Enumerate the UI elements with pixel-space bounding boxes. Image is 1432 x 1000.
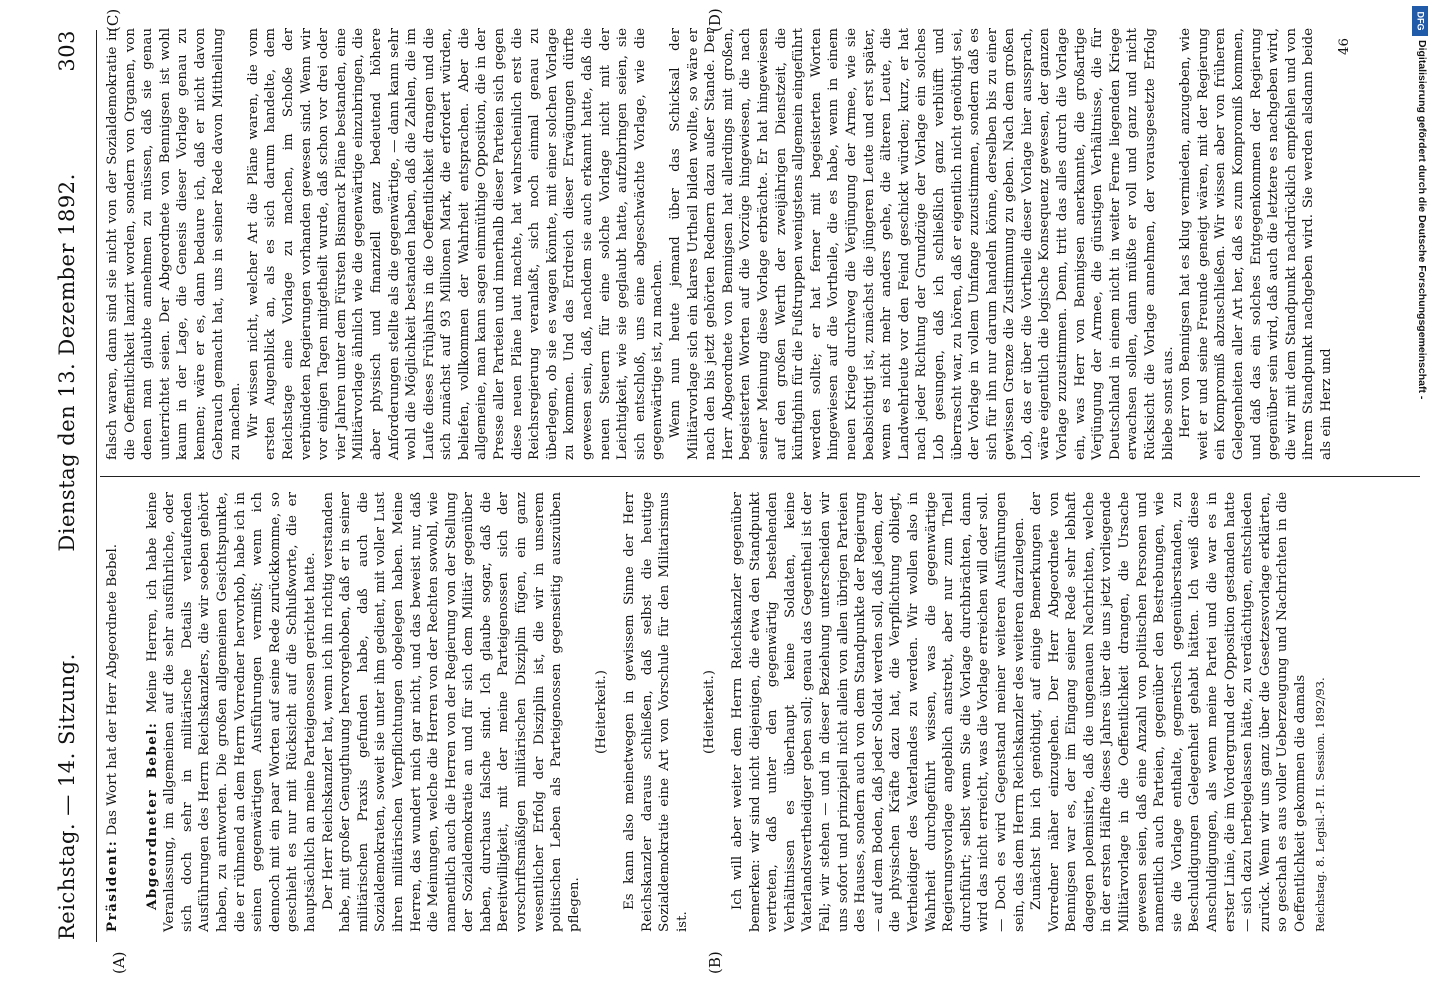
running-head: [55, 30, 91, 940]
speech-paragraph: Zunächst bin ich genöthigt, auf einige Bemerkungen der Vorredner näher einzugehen. Der Herr Abgeordnete von Bennigsen war es, der im Eingang seiner Rede sehr lebhaft dagegen polemisirte, daß die ungenauen Nachrichten, welche in der ersten Hälfte dieses Jahres über die uns jetzt vorliegende Militärvorlage in die Oeffentlichkeit drangen, die Ursache gewesen seien, daß eine Anzahl von politischen Personen und namentlich auch Parteien, gegenüber den Bestrebungen, wie sie die Vorlage enthalte, gegnerisch gegenüberstanden, zu Beschuldigungen Gelegenheit gehabt hätten. Ich weiß diese Anschuldigungen, als wenn meine Partei und die war es in erster Linie, die im Vordergrund der Opposition gestanden hatte — sich dazu herbeigelassen hätte, zu verdächtigen, entschieden zurück. Wenn wir uns ganz über die Gesetzesvorlage erklärten, so geschah es aus voller Ueberzeugung und Nachrichten in die Oeffentlichkeit gekommen die damals: [1029, 492, 1308, 932]
speech-paragraph: Der Herr Reichskanzler hat, wenn ich ihn richtig verstanden habe, mit großer Genugthuung hervorgehoben, daß er in seiner militärischen Praxis gefunden habe, daß auch die Sozialdemokraten, soweit sie unter ihm gedient, mit voller Lust ihren militärischen Verpflichtungen obgelegen haben. Meine Herren, das wundert mich gar nicht, und das beweist nur, daß die Meinungen, welche die Herren von der Rechten sowohl, wie namentlich auch die Herren von der Regierung von der Stellung der Sozialdemokratie an und für sich dem Militär gegenüber haben, durchaus falsche sind. Ich glaube sogar, daß die Bereitwilligkeit, mit der meine Parteigenossen sich der vorschriftsmäßigen militärischen Disziplin fügen, ein ganz wesentlicher Erfolg der Disziplin ist, die wir in unserem politischen Leben als Parteigenossen gegenseitig auszuüben pflegen.: [320, 492, 582, 932]
speaker-president: Präsident:: [104, 839, 120, 932]
speech-paragraph: Abgeordneter Bebel: Meine Herren, ich habe keine Veranlassung, im allgemeinen auf die sehr ausführliche, oder sich doch sehr in militärische Details verlaufenden Ausführungen des Herrn Reichskanzlers, die wir soeben gehört haben, zu antworten. Die großen allgemeinen Gesichtspunkte, die er rühmend an dem Herrn Vorredner hervorhob, habe ich in seinen gegenwärtigen Ausführungen vermißt; wenn ich dennoch mit ein paar Worten auf seine Rede zurückkomme, so geschieht es nur mit Rücksicht auf die Schlußworte, die er hauptsächlich an meine Parteigenossen gerichtet hatte.: [143, 492, 318, 932]
margin-mark-d: (D): [706, 8, 724, 32]
header-left: Reichstag. — 14. Sitzung.: [55, 653, 79, 940]
speech-paragraph: Wir wissen nicht, welcher Art die Pläne waren, die vom ersten Augenblick an, als es sich darum handelte, dem Reichstage eine Vorlage zu machen, im Schoße der verbündeten Regierungen vorhanden gewesen sind. Wenn wir vor einigen Tagen mitgetheilt wurde, daß schon vor drei oder vier Jahren unter dem Fürsten Bismarck Pläne bestanden, eine Militärvorlage ähnlich wie die gegenwärtige einzubringen, die aber physisch und finanziell ganz bedeutend höhere Anforderungen stellte als die gegenwärtige, — dann kann sehr wohl die Möglichkeit bestanden haben, daß die Zahlen, die im Laufe dieses Frühjahrs in die Oeffentlichkeit drangen und die sich zunächst auf 93 Millionen Mark, die erfordert würden, beliefen, vollkommen der Wahrheit entsprachen. Aber die allgemeine, man kann sagen einmüthige Opposition, die in der Presse aller Parteien und innerhalb dieser Parteien sich gegen diese neuen Pläne laut machte, hat wahrscheinlich erst die Reichsregierung veranlaßt, sich noch einmal genau zu überlegen, ob sie es wagen könnte, mit einer solchen Vorlage zu kommen. Und das Erdreich dieser Erwägungen dürfte gewesen sein, daß, nachdem sie auch erkannt hatte, daß die neuen Steuern für eine solche Vorlage nicht mit der Leichtigkeit, wie sie geglaubt hatte, aufzubringen seien, sie sich entschloß, uns eine abgeschwächte Vorlage, wie die gegenwärtige ist, zu machen.: [245, 28, 666, 460]
speech-paragraph: Ich will aber weiter dem Herrn Reichskanzler gegenüber bemerken: wir sind nicht diejenigen, die etwa den Standpunkt vertreten, daß unter den gegenwärtig bestehenden Verhältnissen es überhaupt keine Soldaten, keine Vaterlandsvertheidiger geben soll; genau das Gegentheil ist der Fall; wir stehen — und in dieser Beziehung unterscheiden wir uns sofort und prinzipiell nicht allein von allen übrigen Parteien des Hauses, sondern auch von dem Standpunkte der Regierung — auf dem Boden, daß jeder Soldat werden soll, daß jedem, der die physischen Kräfte dazu hat, die Verpflichtung obliegt, Vertheidiger des Vaterlandes zu werden. Wir wollen also in Wahrheit durchgeführt wissen, was die gegenwärtige Regierungsvorlage angeblich anstrebt, aber nur zum Theil durchführt; selbst wenn Sie die Vorlage durchbrächten, dann wird das nicht erreicht, was die Vorlage erreichen will oder soll. — Doch es wird Gegenstand meiner weiteren Ausführungen sein, das dem Herrn Reichskanzler des weiteren darzulegen.: [730, 492, 1027, 932]
page-number: 303: [55, 30, 79, 72]
interjection: (Heiterkeit.): [594, 670, 610, 754]
right-column: [104, 28, 1353, 460]
header-center: Dienstag den 13. Dezember 1892.: [55, 173, 79, 552]
footer-session-note: Reichstag. 8. Legisl.-P. II. Session. 1892/93.: [1312, 677, 1327, 932]
margin-mark-b: (B): [706, 951, 724, 974]
speech-paragraph: Es kann also meinetwegen in gewissem Sinne der Herr Reichskanzler daraus schließen, daß selbst die heutige Sozialdemokratie eine Art von Vorschule für den Militarismus ist.: [622, 492, 690, 932]
opening-text: Das Wort hat der Herr Abgeordnete Bebel.: [105, 544, 120, 836]
column-rule: [100, 476, 1420, 477]
margin-mark-c: (C): [104, 8, 122, 32]
fold-number: 46: [1336, 38, 1352, 56]
left-column: [104, 492, 1329, 932]
speech-paragraph: Wenn nun heute jemand über das Schicksal der Militärvorlage sich ein klares Urtheil bilden wollte, so wäre er nach den bis jetzt gehörten Rednern dazu außer Stande. Der Herr Abgeordnete von Bennigsen hat allerdings mit großen, begeisterten Worten auf die Vorzüge hingewiesen, die nach seiner Meinung diese Vorlage erbrächte. Er hat hingewiesen auf den großen Werth der zweijährigen Dienstzeit, die künftighin für die Fußtruppen wenigstens allgemein eingeführt werden sollte; er hat ferner mit begeisterten Worten hingewiesen auf die Vortheile, die es habe, wenn in einem neuen Kriege durchweg die Verjüngung der Armee, wie sie beabsichtigt ist, zunächst die jüngeren Leute und erst später, wenn es nicht mehr anders gehe, die älteren Leute, die Landwehrleute vor den Feind geschickt würden; kurz, er hat nach jeder Richtung der Grundzüge der Vorlage ein solches Lob gesungen, daß ich schließlich ganz verblüfft und überrascht war, zu hören, daß er eigentlich nicht genöthigt sei, der Vorlage in vollem Umfange zuzustimmen, sondern daß es sich für ihn nur darum handeln könne, derselben bis zu einer gewissen Grenze die Zustimmung zu geben. Nach dem großen Lob, das er über die Vortheile dieser Vorlage hier aussprach, wäre eigentlich die logische Konsequenz gewesen, der ganzen Vorlage zuzustimmen. Denn, tritt das alles durch die Vorlage ein, was Herr von Bennigsen anerkannte, die großartige Verjüngung der Armee, die günstigen Verhältnisse, die für Deutschland in einem nicht in weiter Ferne liegenden Kriege erwachsen sollen, dann müßte er voll und ganz und nicht Rücksicht die Vorlage annehmen, der vorausgesetzte Erfolg bliebe sonst aus.: [668, 28, 1176, 460]
interjection: (Heiterkeit.): [702, 670, 718, 754]
speaker-bebel: Abgeordneter Bebel:: [143, 721, 160, 910]
margin-mark-a: (A): [110, 951, 128, 974]
opening-line: [104, 492, 122, 932]
speech-paragraph: falsch waren, dann sind sie nicht von der Sozialdemokratie in die Oeffentlichkeit lanzirt worden, sondern von Organen, von denen man glaubte annehmen zu müssen, daß sie genau unterrichtet seien. Der Abgeordnete von Bennigsen ist wohl kaum in der Lage, die Genesis dieser Vorlage genau zu kennen; wäre er es, dann bedaure ich, daß er nicht davon Gebrauch gemacht hat, uns in seiner Rede davon Mittheilung zu machen.: [105, 28, 244, 460]
speech-paragraph: Herr von Bennigsen hat es klug vermieden, anzugeben, wie weit er und seine Freunde geneigt wären, mit der Regierung ein Kompromiß abzuschließen. Wir wissen aber von früheren Gelegenheiten aller Art her, daß es zum Kompromiß kommen, und daß das ein solches Entgegenkommen der Regierung gegenüber sein wird, daß auch die letztere es nachgeben wird, die wir mit dem Standpunkt nachdrücklich empfehlen und von ihrem Standpunkt nachgeben wird. Sie werden alsdann beide als ein Herz und: [1178, 28, 1334, 460]
header-rule: [96, 30, 97, 942]
dfg-logo: DFG: [1412, 6, 1428, 36]
digitization-credit: Digitalisierung gefördert durch die Deutsche Forschungsgemeinschaft -: [1416, 40, 1428, 400]
